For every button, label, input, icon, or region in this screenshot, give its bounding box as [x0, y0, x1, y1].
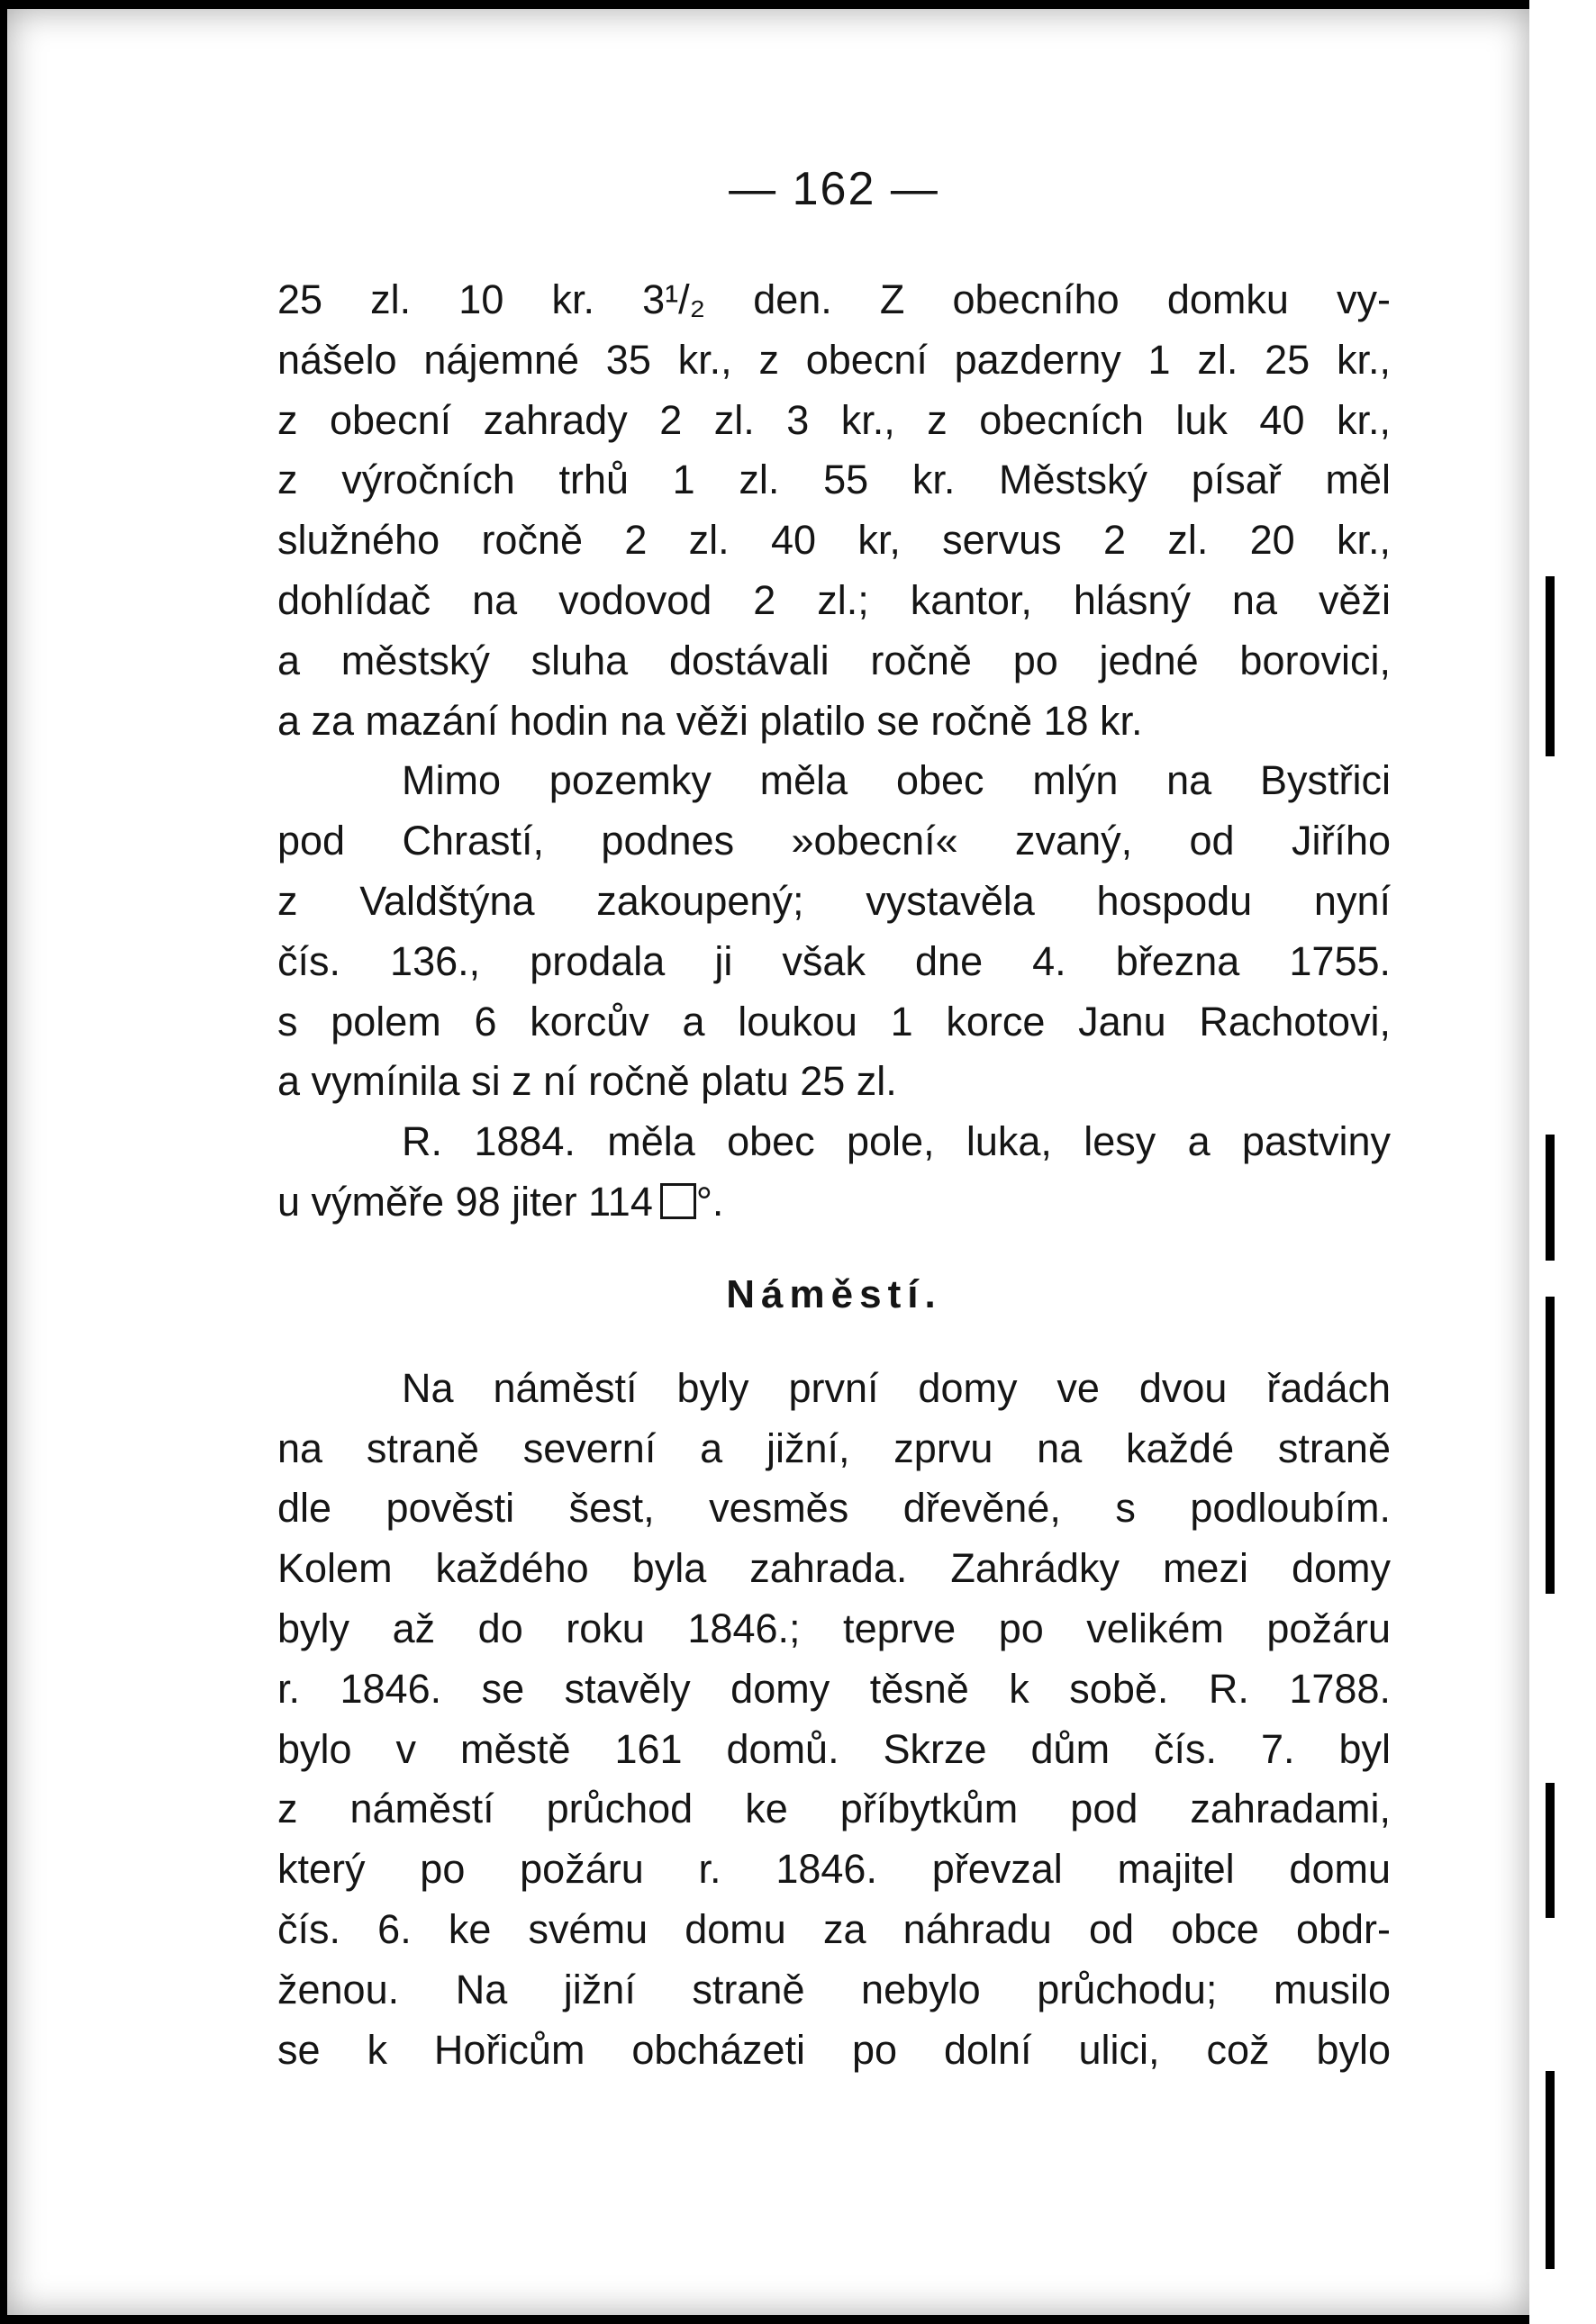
text-line: nášelo nájemné 35 kr., z obecní pazderny 1 zl. 25 kr., — [277, 336, 1391, 383]
page-text — [277, 162, 1391, 2080]
text-line: 25 zl. 10 kr. 3¹/₂ den. Z obecního domku vy- — [277, 276, 1391, 322]
edge-mark — [1546, 2071, 1555, 2269]
page-edge-strip — [1529, 0, 1596, 2324]
text-line: pod Chrastí, podnes »obecní« zvaný, od Jiřího — [277, 818, 1391, 864]
text-line: ženou. Na jižní straně nebylo průchodu; musilo — [277, 1966, 1391, 2012]
text-line: z výročních trhů 1 zl. 55 kr. Městský písař měl — [277, 457, 1391, 503]
text-line: z obecní zahrady 2 zl. 3 kr., z obecních luk 40 kr., — [277, 396, 1391, 443]
text-line: r. 1846. se stavěly domy těsně k sobě. R. 1788. — [277, 1665, 1391, 1712]
text-line: Mimo pozemky měla obec mlýn na Bystřici — [402, 757, 1391, 804]
text-line: se k Hořicům obcházeti po dolní ulici, což bylo — [277, 2026, 1391, 2073]
text-line: na straně severní a jižní, zprvu na každé straně — [277, 1424, 1391, 1471]
square-fathom-symbol — [660, 1183, 696, 1219]
text-line: a vymínila si z ní ročně platu 25 zl. — [277, 1058, 897, 1105]
edge-mark — [1546, 576, 1555, 756]
paragraph-square — [277, 1359, 1391, 2081]
text-line: a městský sluha dostávali ročně po jedné borovici, — [277, 637, 1391, 683]
text-line: služného ročně 2 zl. 40 kr, servus 2 zl. 20 kr., — [277, 517, 1391, 564]
text-fragment: °. — [695, 1178, 724, 1225]
text-line: z Valdštýna zakoupený; vystavěla hospodu nyní — [277, 877, 1391, 924]
text-line: bylo v městě 161 domů. Skrze dům čís. 7. byl — [277, 1725, 1391, 1772]
edge-mark — [1546, 1783, 1555, 1918]
edge-mark — [1546, 1297, 1555, 1594]
paragraph-land-1884 — [277, 1112, 1391, 1233]
paragraph-mill — [277, 751, 1391, 1112]
text-line: a za mazání hodin na věži platilo se ročně 18 kr. — [277, 697, 1143, 744]
text-line: Kolem každého byla zahrada. Zahrádky mezi domy — [277, 1545, 1391, 1592]
text-line: čís. 6. ke svému domu za náhradu od obce obdr- — [277, 1905, 1391, 1952]
text-line: byly až do roku 1846.; teprve po velikém požáru — [277, 1605, 1391, 1651]
section-heading: Náměstí. — [726, 1271, 942, 1316]
text-line: z náměstí průchod ke příbytkům pod zahradami, — [277, 1786, 1391, 1832]
text-line: který po požáru r. 1846. převzal majitel domu — [277, 1846, 1391, 1893]
paragraph-fees — [277, 270, 1391, 751]
page-number: — 162 — — [729, 163, 939, 215]
text-line: s polem 6 korcův a loukou 1 korce Janu Rachotovi, — [277, 998, 1391, 1044]
text-line — [277, 1172, 1391, 1233]
text-line: dohlídač na vodovod 2 zl.; kantor, hlásný na věži — [277, 576, 1391, 623]
text-line: Na náměstí byly první domy ve dvou řadách — [402, 1364, 1391, 1411]
text-line: R. 1884. měla obec pole, luka, lesy a pastviny — [402, 1118, 1391, 1165]
text-line: čís. 136., prodala ji však dne 4. března 1755. — [277, 937, 1391, 984]
edge-mark — [1546, 1135, 1555, 1261]
text-line: dle pověsti šest, vesměs dřevěné, s podloubím. — [277, 1485, 1391, 1532]
text-fragment: u výměře 98 jiter 114 — [277, 1178, 653, 1225]
